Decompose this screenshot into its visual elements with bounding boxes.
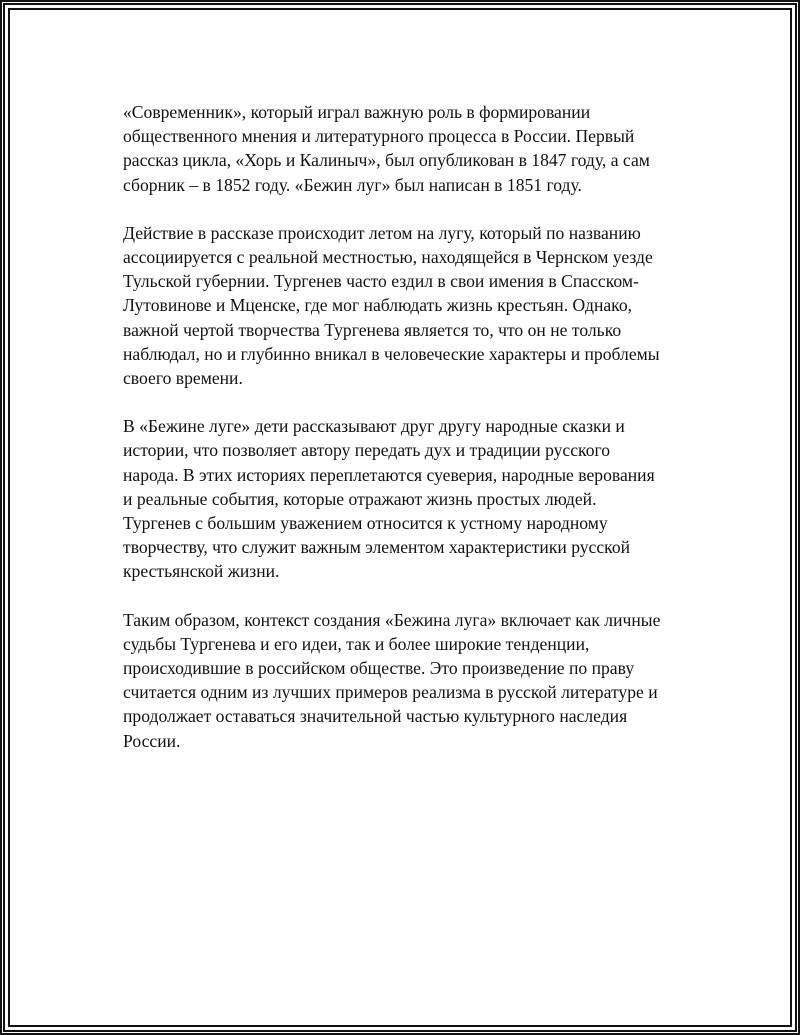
paragraph-conclusion: Таким образом, контекст создания «Бежина луга» включает как личные судьбы Тургенева и его идеи, так и более широкие тенденции, происходившие в российском обществе. Это произведение по праву считается одним из лучших примеров реализма в русской литературе и продолжает оставаться значительной частью культурного наследия России. xyxy=(123,609,661,751)
paragraph-folk-stories: В «Бежине луге» дети рассказывают друг другу народные сказки и истории, что позволяет автору передать дух и традиции русского народа. В этих историях переплетаются суеверия, народные верования и реальные события, которые отражают жизнь простых людей. Тургенев с большим уважением относится к устному народному творчеству, что служит важным элементом характеристики русской крестьянской жизни. xyxy=(123,416,655,582)
document-body xyxy=(123,100,701,777)
paragraph-setting: Действие в рассказе происходит летом на лугу, который по названию ассоциируется с реальной местностью, находящейся в Чернском уезде Тульской губернии. Тургенев часто ездил в свои имения в Спасском- Лутовинове и Мценске, где мог наблюдать жизнь крестьян. Однако, важной чертой творчества Тургенева является то, что он не только наблюдал, но и глубинно вникал в человеческие характеры и проблемы своего времени. xyxy=(123,222,660,389)
paragraph-publication-history: «Современник», который играл важную роль в формировании общественного мнения и литературного процесса в России. Первый рассказ цикла, «Хорь и Калиныч», был опубликован в 1847 году, а сам сборник – в 1852 году. «Бежин луг» был написан в 1851 году. xyxy=(123,102,650,195)
